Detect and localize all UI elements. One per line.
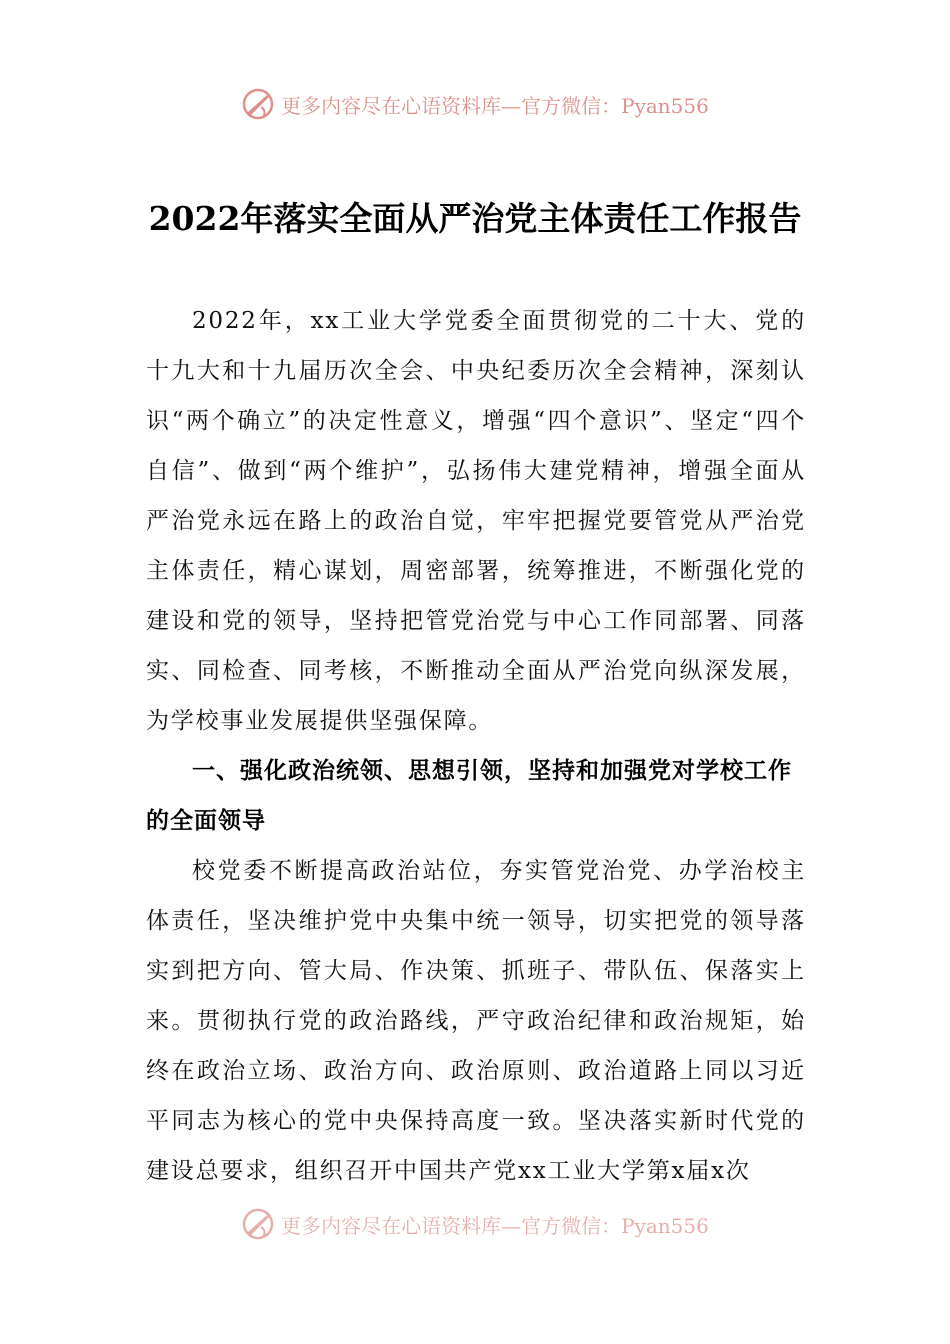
pen-logo-icon [241, 1207, 275, 1241]
section-paragraph: 校党委不断提高政治站位，夯实管党治党、办学治校主体责任，坚决维护党中央集中统一领导，切实把党的领导落实到把方向、管大局、作决策、抓班子、带队伍、保落实上来。贯彻执行党的政治路线，严守政治纪律和政治规矩，始终在政治立场、政治方向、政治原则、政治道路上同以习近平同志为核心的党中央保持高度一致。坚决落实新时代党的建设总要求，组织召开中国共产党xx工业大学第x届x次 [146, 858, 806, 1184]
watermark-header [0, 84, 950, 124]
section-heading: 一、强化政治统领、思想引领，坚持和加强党对学校工作的全面领导 [146, 758, 792, 834]
watermark-text: 更多内容尽在心语资料库—官方微信：Pyan556 [281, 1213, 709, 1238]
watermark-text: 更多内容尽在心语资料库—官方微信：Pyan556 [281, 93, 709, 118]
document-title: 2022年落实全面从严治党主体责任工作报告 [148, 199, 802, 238]
intro-paragraph: 2022年，xx工业大学党委全面贯彻党的二十大、党的十九大和十九届历次全会、中央纪委历次全会精神，深刻认识“两个确立”的决定性意义，增强“四个意识”、坚定“四个自信”、做到“两个维护”，弘扬伟大建党精神，增强全面从严治党永远在路上的政治自觉，牢牢把握党要管党从严治党主体责任，精心谋划，周密部署，统筹推进，不断强化党的建设和党的领导，坚持把管党治党与中心工作同部署、同落实、同检查、同考核，不断推动全面从严治党向纵深发展，为学校事业发展提供坚强保障。 [146, 308, 806, 734]
document-body [146, 296, 806, 1196]
watermark-footer [0, 1204, 950, 1244]
pen-logo-icon [241, 87, 275, 121]
